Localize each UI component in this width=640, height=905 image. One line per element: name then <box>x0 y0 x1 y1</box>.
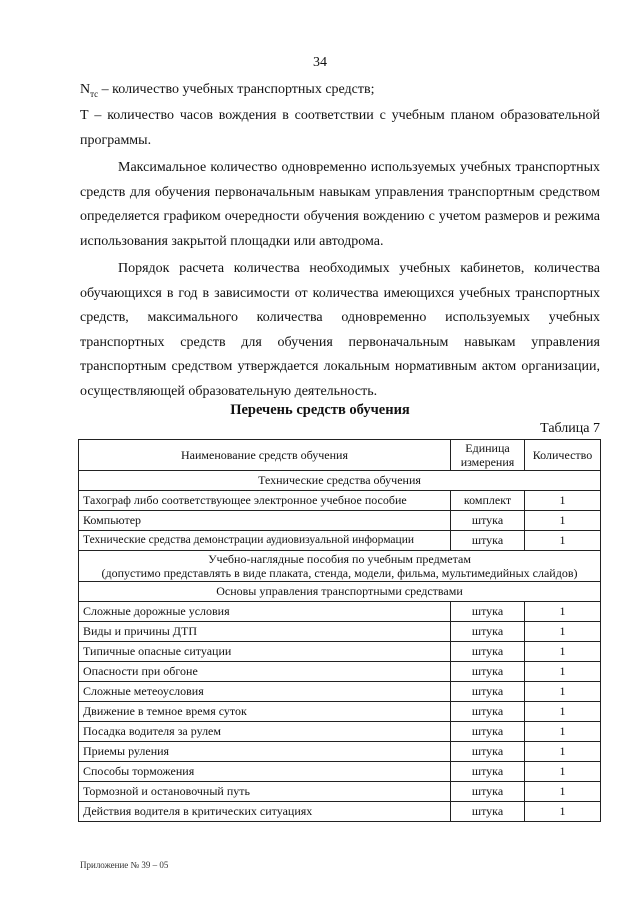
paragraph-ntc <box>80 78 600 106</box>
row-unit: штука <box>451 682 525 702</box>
paragraph-t: Т – количество часов вождения в соответствии с учебным планом образовательной программы. <box>80 108 600 148</box>
row-qty: 1 <box>525 702 601 722</box>
row-unit: штука <box>451 702 525 722</box>
paragraph-calc-order: Порядок расчета количества необходимых учебных кабинетов, количества обучающихся в год в зависимости от количества имеющихся учебных транспортных средств, максимального количества одновременно используемых учебных транспортных средств для обучения первоначальным навыкам управления транспортным средством утверждается локальным нормативным актом организации, осуществляющей образовательную деятельность. <box>80 261 600 399</box>
row-name: Тормозной и остановочный путь <box>79 782 451 802</box>
paragraph-ntc-text: – количество учебных транспортных средств; <box>98 82 375 97</box>
row-name: Технические средства демонстрации аудиовизуальной информации <box>79 531 451 551</box>
table-row <box>79 531 601 551</box>
section-visual-aids-line2: (допустимо представлять в виде плаката, стенда, модели, фильма, мультимедийных слайдов) <box>101 566 578 580</box>
row-unit: штука <box>451 662 525 682</box>
section-row <box>79 551 601 582</box>
row-name: Движение в темное время суток <box>79 702 451 722</box>
row-unit: штука <box>451 782 525 802</box>
row-name: Действия водителя в критических ситуациях <box>79 802 451 822</box>
row-unit: штука <box>451 762 525 782</box>
table-row <box>79 702 601 722</box>
header-qty: Количество <box>525 440 601 471</box>
row-name: Виды и причины ДТП <box>79 622 451 642</box>
header-unit <box>451 440 525 471</box>
row-qty: 1 <box>525 602 601 622</box>
row-qty: 1 <box>525 742 601 762</box>
row-qty: 1 <box>525 491 601 511</box>
table-row <box>79 602 601 622</box>
section-vehicle-control: Основы управления транспортными средствами <box>79 582 601 602</box>
section-row <box>79 471 601 491</box>
row-unit: штука <box>451 622 525 642</box>
row-name: Тахограф либо соответствующее электронное учебное пособие <box>79 491 451 511</box>
row-name: Приемы руления <box>79 742 451 762</box>
table-row <box>79 802 601 822</box>
table-label: Таблица 7 <box>540 421 600 436</box>
row-qty: 1 <box>525 782 601 802</box>
row-name: Типичные опасные ситуации <box>79 642 451 662</box>
row-qty: 1 <box>525 802 601 822</box>
row-unit: штука <box>451 511 525 531</box>
table-row <box>79 722 601 742</box>
symbol-n: N <box>80 82 91 97</box>
row-qty: 1 <box>525 762 601 782</box>
page-number: 34 <box>313 55 327 70</box>
table-row <box>79 622 601 642</box>
row-qty: 1 <box>525 722 601 742</box>
table-row <box>79 642 601 662</box>
table-header-row <box>79 440 601 471</box>
row-name: Сложные дорожные условия <box>79 602 451 622</box>
paragraph-max-vehicles: Максимальное количество одновременно используемых учебных транспортных средств для обучения первоначальным навыкам управления транспортным средством определяется графиком очередности обучения вождению с учетом размеров и режима использования закрытой площадки или автодрома. <box>80 160 600 249</box>
row-name: Опасности при обгоне <box>79 662 451 682</box>
section-visual-aids-line1: Учебно-наглядные пособия по учебным предметам <box>208 552 471 566</box>
row-qty: 1 <box>525 622 601 642</box>
row-unit: штука <box>451 531 525 551</box>
row-qty: 1 <box>525 682 601 702</box>
header-unit-line2: измерения <box>460 455 515 469</box>
row-qty: 1 <box>525 642 601 662</box>
row-qty: 1 <box>525 662 601 682</box>
row-unit: штука <box>451 742 525 762</box>
row-name: Посадка водителя за рулем <box>79 722 451 742</box>
row-unit: штука <box>451 722 525 742</box>
row-name: Компьютер <box>79 511 451 531</box>
row-qty: 1 <box>525 511 601 531</box>
row-unit: штука <box>451 802 525 822</box>
row-unit: штука <box>451 602 525 622</box>
section-technical: Технические средства обучения <box>79 471 601 491</box>
row-unit: штука <box>451 642 525 662</box>
table-row <box>79 682 601 702</box>
table-row <box>79 762 601 782</box>
header-unit-line1: Единица <box>465 441 510 455</box>
table-title: Перечень средств обучения <box>230 402 410 418</box>
row-qty: 1 <box>525 531 601 551</box>
header-name: Наименование средств обучения <box>79 440 451 471</box>
table-row <box>79 491 601 511</box>
table-row <box>79 511 601 531</box>
row-name: Сложные метеоусловия <box>79 682 451 702</box>
section-row <box>79 582 601 602</box>
footer-note: Приложение № 39 – 05 <box>80 860 169 870</box>
table-row <box>79 782 601 802</box>
table-row <box>79 742 601 762</box>
section-visual-aids <box>79 551 601 582</box>
row-unit: комплект <box>451 491 525 511</box>
equipment-table <box>78 439 601 822</box>
table-row <box>79 662 601 682</box>
row-name: Способы торможения <box>79 762 451 782</box>
symbol-subscript: тс <box>90 88 99 99</box>
